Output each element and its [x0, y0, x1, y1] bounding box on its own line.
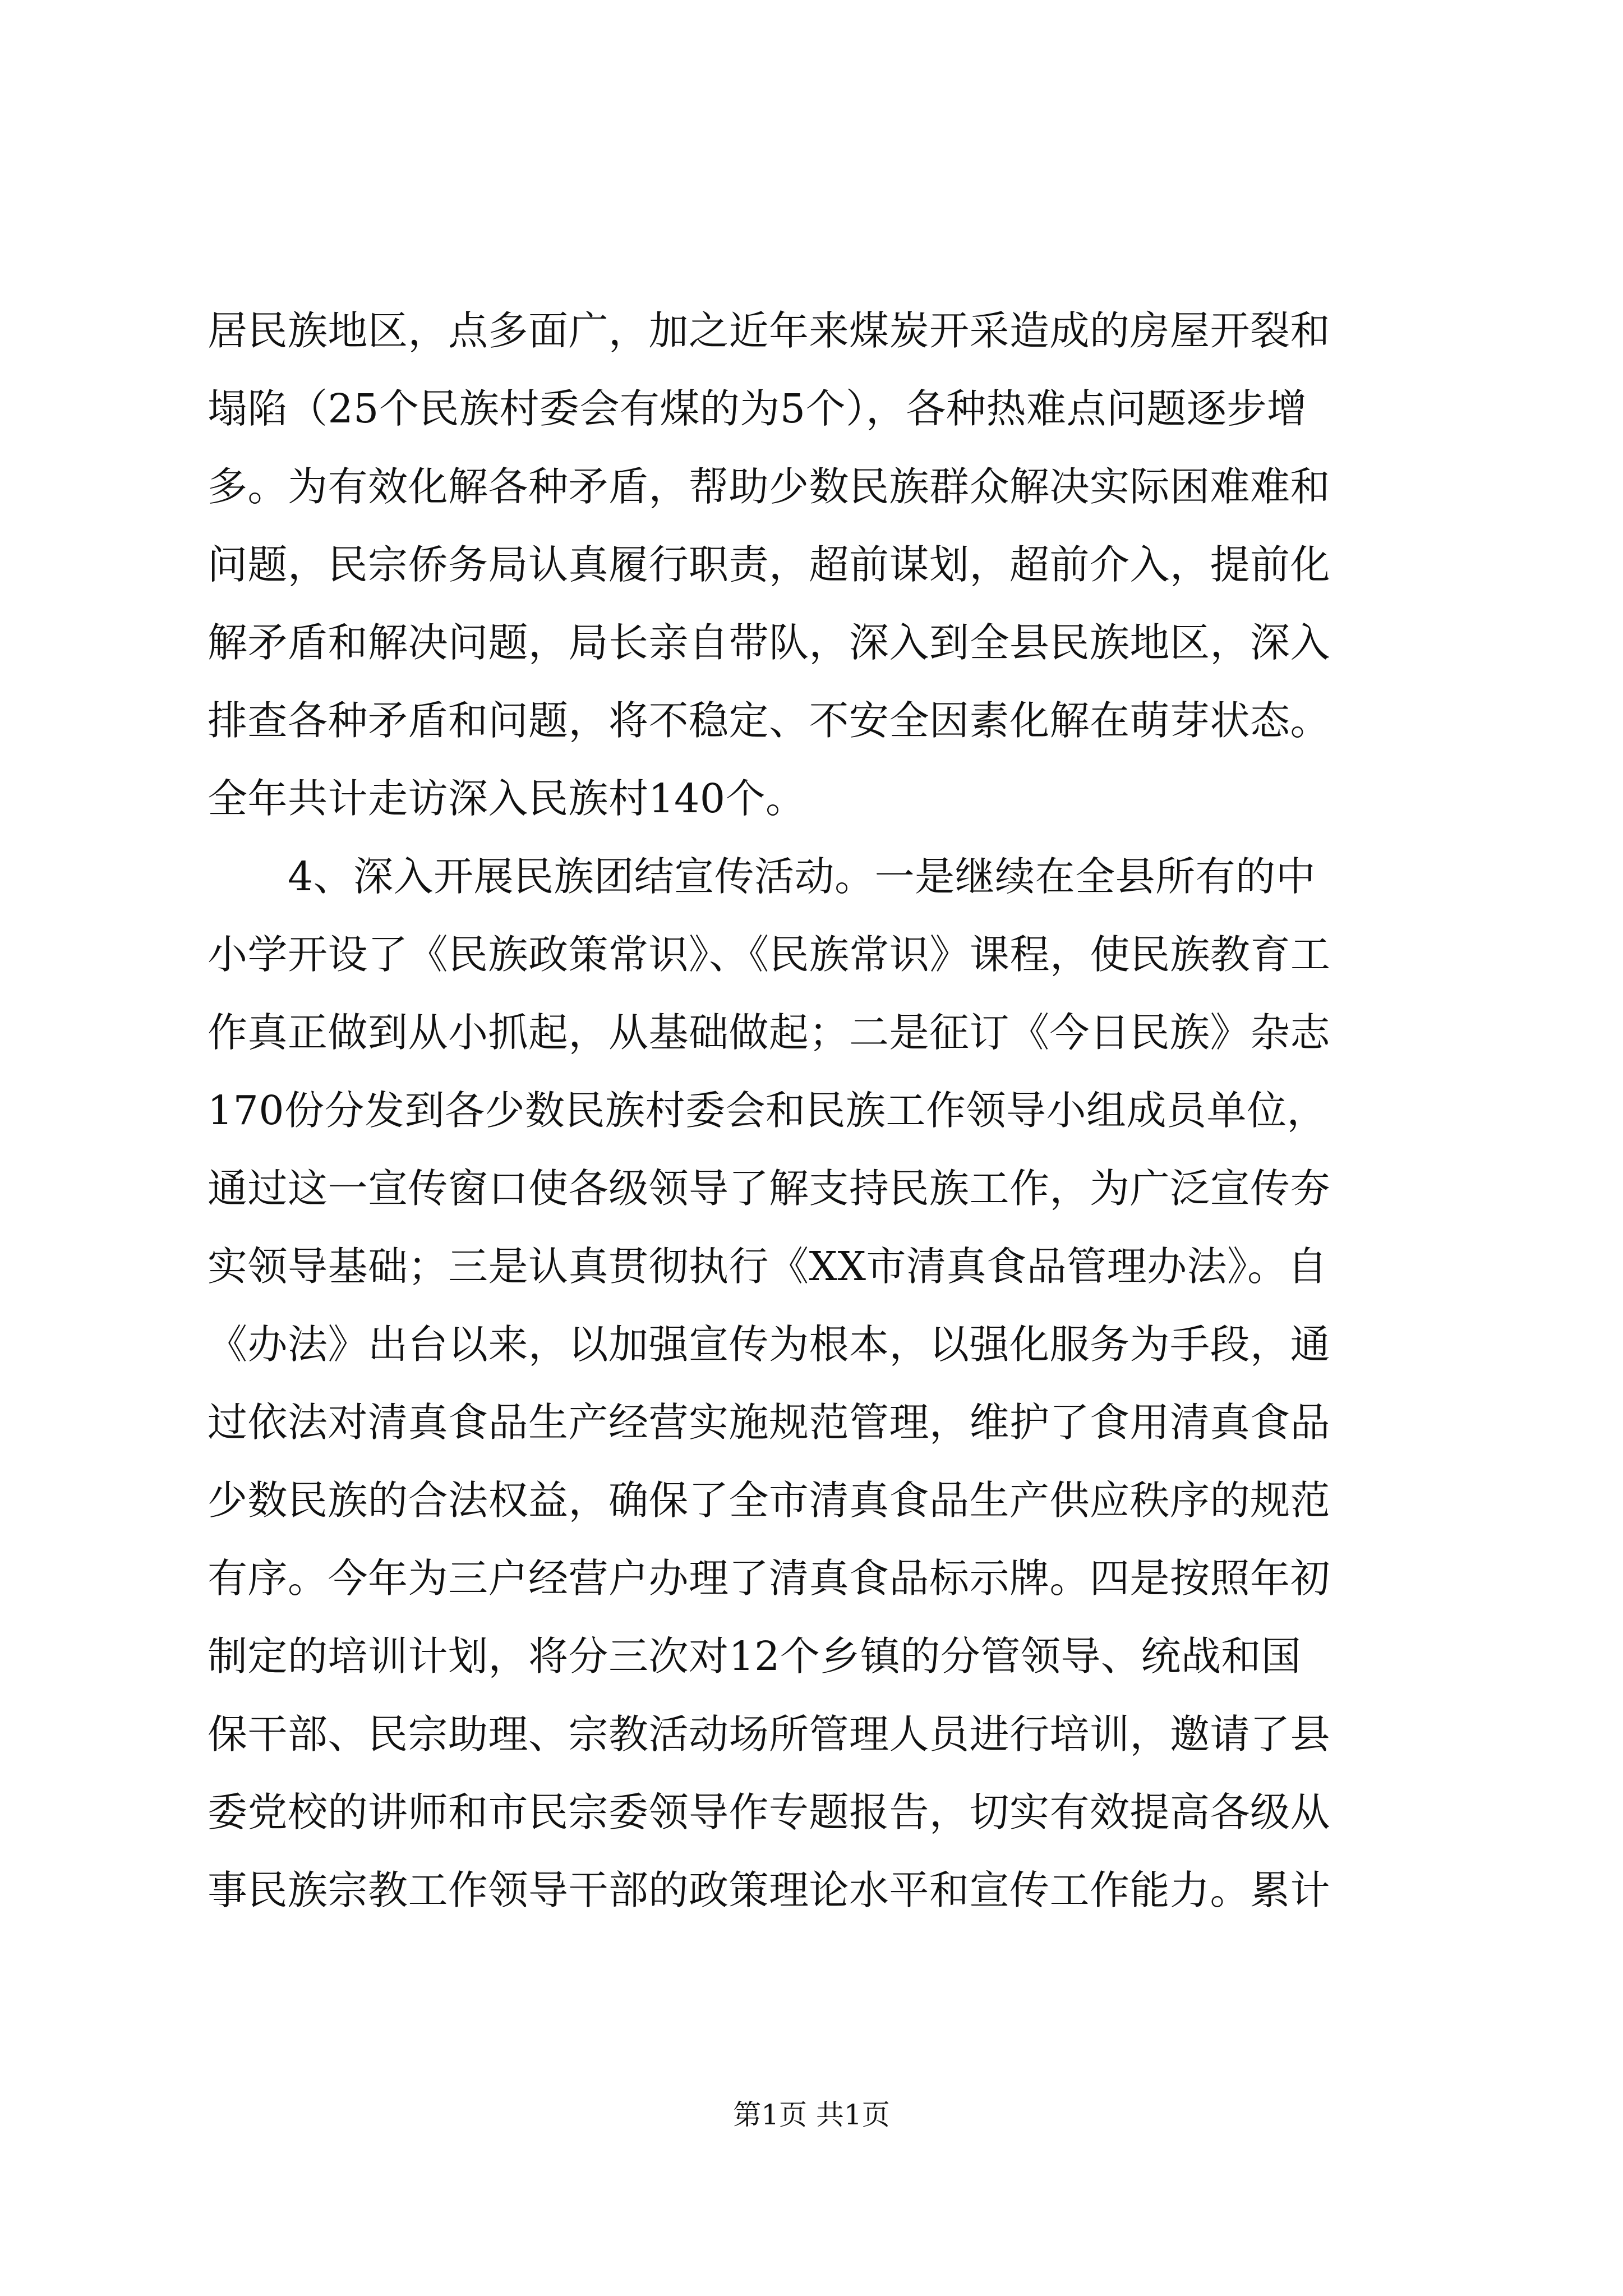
text-line-16: 少数民族的合法权益，确保了全市清真食品生产供应秩序的规范: [208, 1477, 1331, 1524]
text-line-6: 排查各种矛盾和问题，将不稳定、不安全因素化解在萌芽状态。: [208, 697, 1331, 744]
text-line-7: 全年共计走访深入民族村140个。: [208, 775, 806, 822]
text-line-10: 作真正做到从小抓起，从基础做起；二是征订《今日民族》杂志: [208, 1009, 1331, 1056]
text-line-8: 4、深入开展民族团结宣传活动。一是继续在全县所有的中: [208, 853, 1316, 900]
text-line-9: 小学开设了《民族政策常识》、《民族常识》课程，使民族教育工: [208, 931, 1331, 978]
text-line-2: 塌陷（25个民族村委会有煤的为5个），各种热难点问题逐步增: [208, 385, 1307, 432]
page-number-label: 第1页 共1页: [733, 2099, 890, 2131]
text-line-15: 过依法对清真食品生产经营实施规范管理，维护了食用清真食品: [208, 1399, 1331, 1446]
page-footer: [0, 2092, 1623, 2137]
text-line-5: 解矛盾和解决问题，局长亲自带队，深入到全县民族地区，深入: [208, 619, 1331, 666]
text-line-20: 委党校的讲师和市民宗委领导作专题报告，切实有效提高各级从: [208, 1789, 1331, 1835]
text-line-14: 《办法》出台以来，以加强宣传为根本，以强化服务为手段，通: [208, 1321, 1331, 1368]
text-line-13: 实领导基础；三是认真贯彻执行《XX市清真食品管理办法》。自: [208, 1243, 1328, 1290]
text-line-3: 多。为有效化解各种矛盾，帮助少数民族群众解决实际困难难和: [208, 463, 1331, 510]
text-line-17: 有序。今年为三户经营户办理了清真食品标示牌。四是按照年初: [208, 1555, 1331, 1602]
text-line-4: 问题，民宗侨务局认真履行职责，超前谋划，超前介入，提前化: [208, 541, 1331, 588]
text-line-21: 事民族宗教工作领导干部的政策理论水平和宣传工作能力。累计: [208, 1867, 1331, 1913]
text-line-1: 居民族地区，点多面广，加之近年来煤炭开采造成的房屋开裂和: [208, 307, 1331, 354]
text-line-19: 保干部、民宗助理、宗教活动场所管理人员进行培训，邀请了县: [208, 1711, 1331, 1757]
text-line-12: 通过这一宣传窗口使各级领导了解支持民族工作，为广泛宣传夯: [208, 1165, 1331, 1212]
text-line-11: 170份分发到各少数民族村委会和民族工作领导小组成员单位，: [208, 1087, 1327, 1134]
text-line-18: 制定的培训计划，将分三次对12个乡镇的分管领导、统战和国: [208, 1633, 1302, 1680]
document-body: [208, 292, 1430, 1929]
